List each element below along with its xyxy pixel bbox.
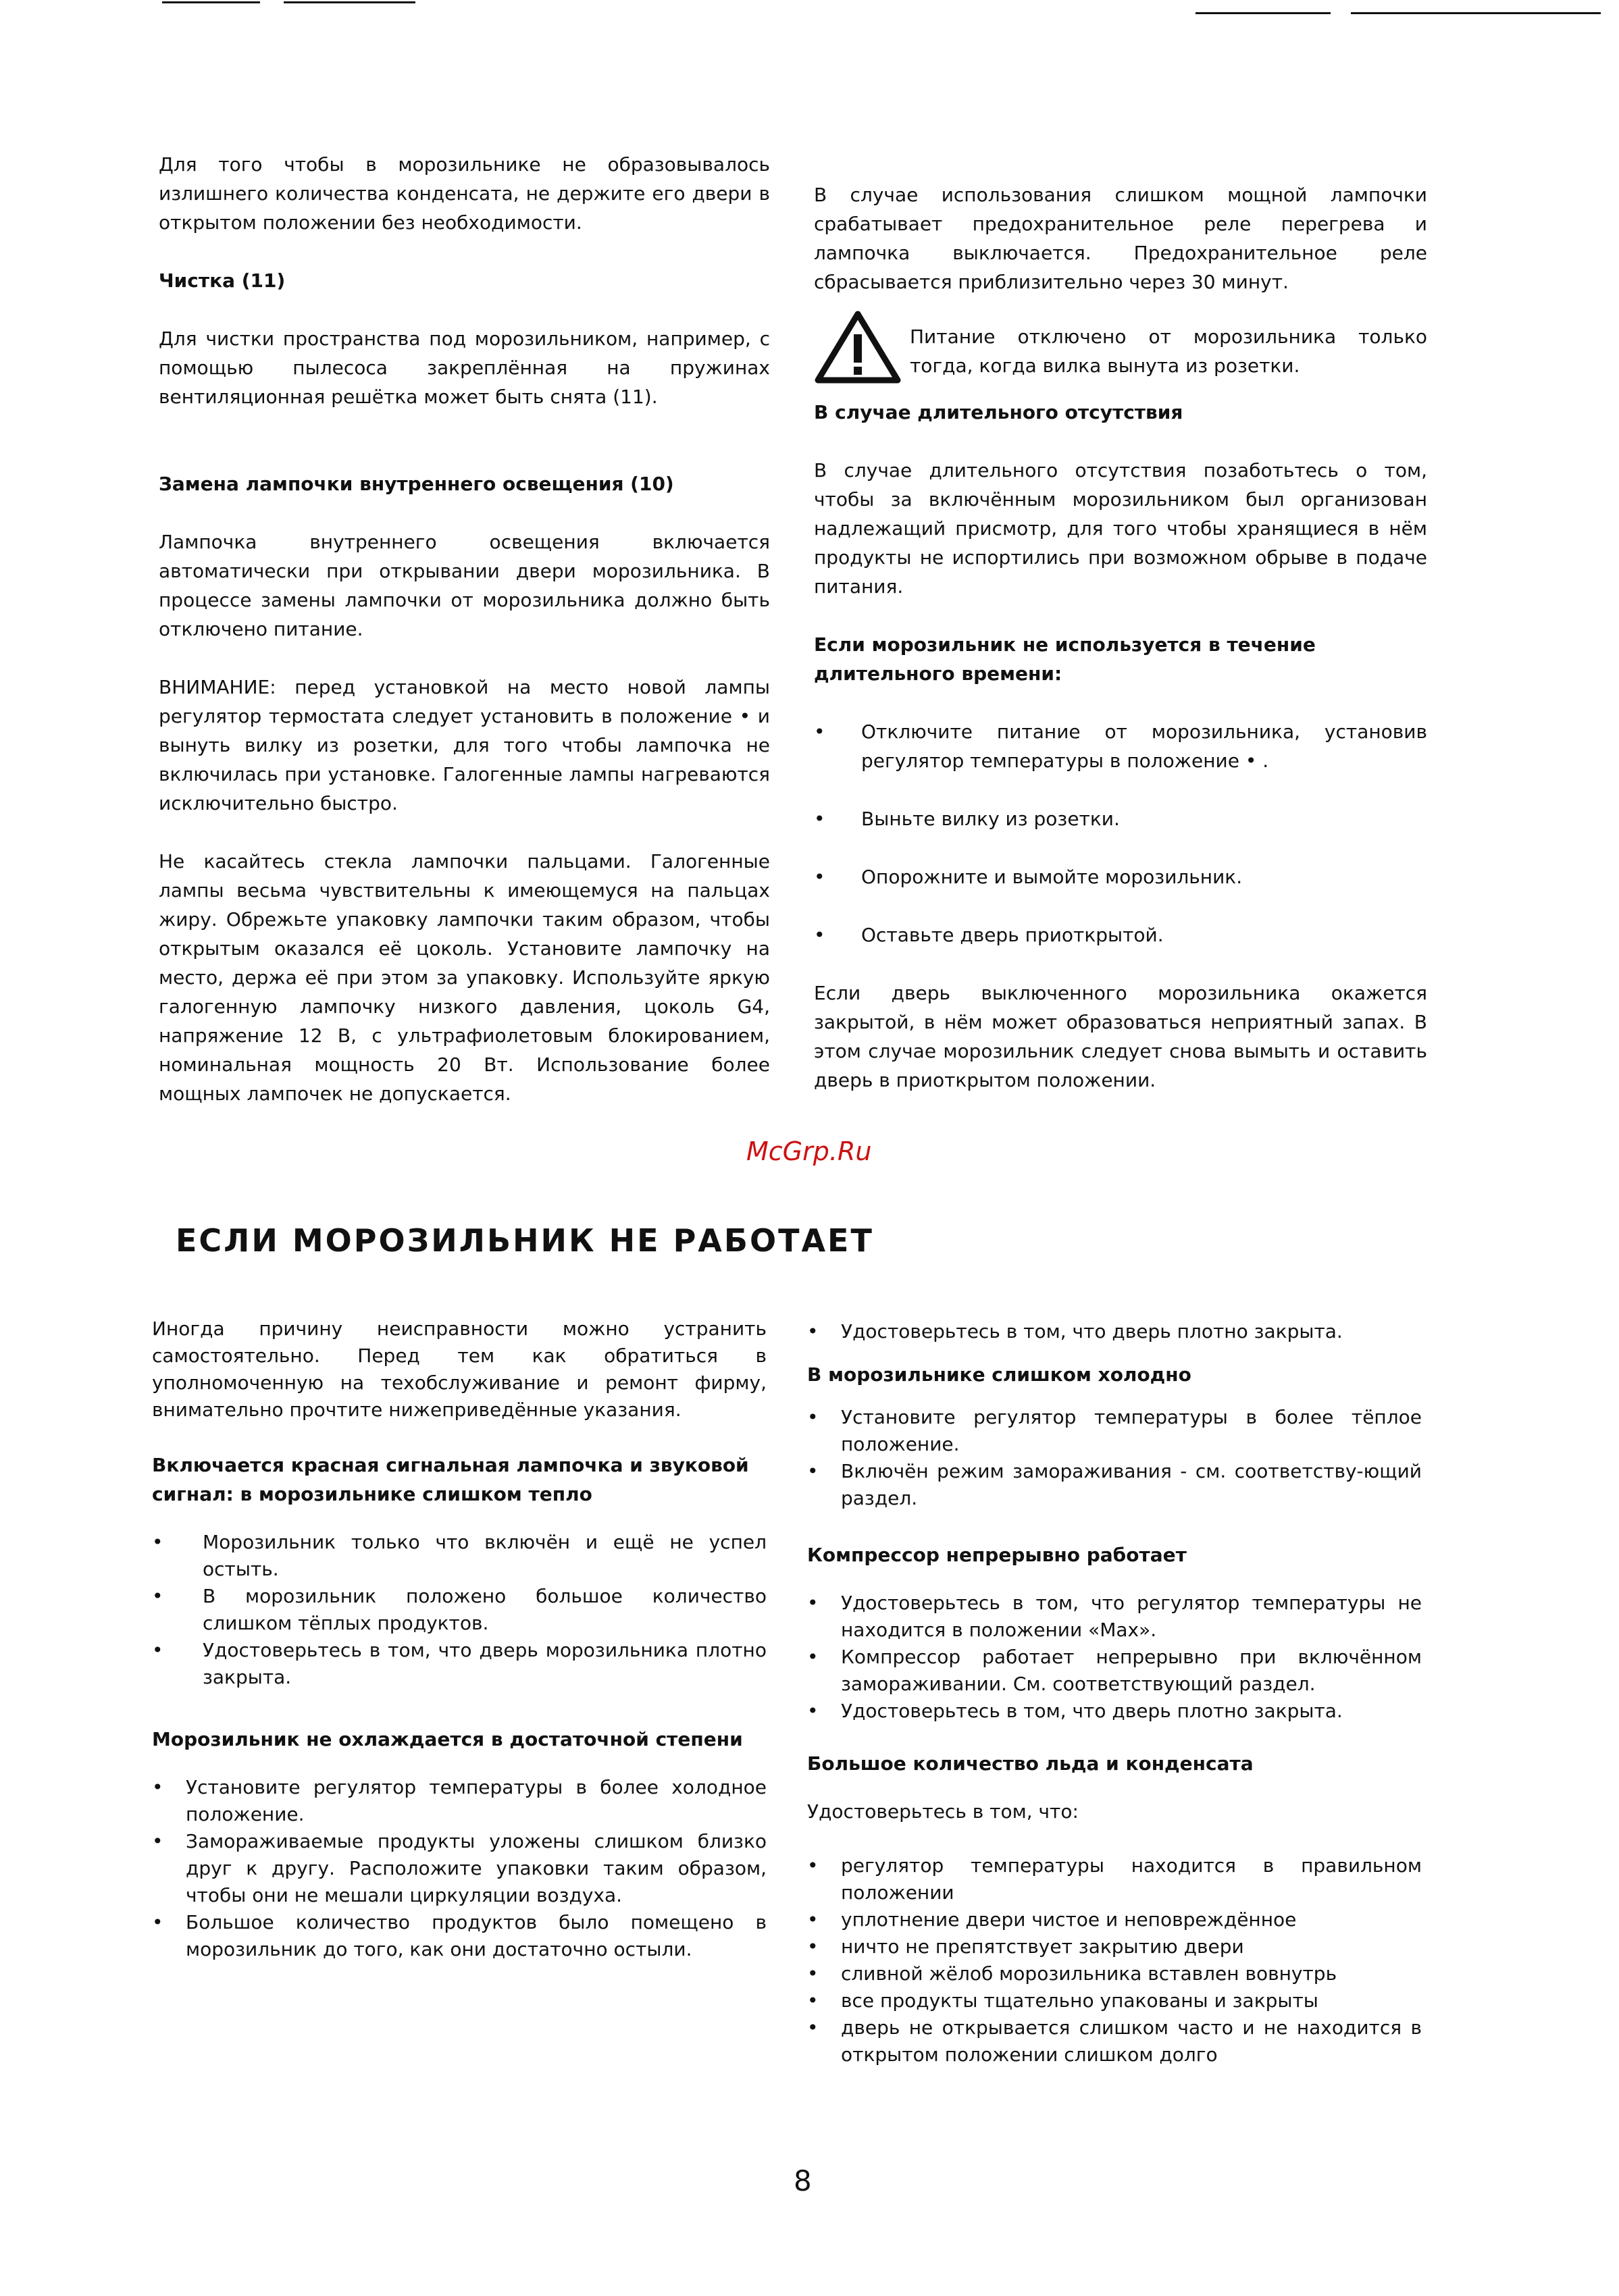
cold-list-item: • Включён режим замораживания - см. соответству-ющий раздел.	[807, 1458, 1422, 1512]
lamp-paragraph-1: Лампочка внутреннего освещения включается автоматически при открывании двери морозильника. В процессе замены лампочки от морозильника должно быть отключено питание.	[159, 531, 770, 640]
ice-list-item: • ничто не препятствует закрытию двери	[807, 1933, 1422, 1960]
ice-list-item: • регулятор температуры находится в правильном положении	[807, 1852, 1422, 1906]
bullet: •	[814, 808, 825, 830]
warning-triangle-icon	[814, 310, 902, 384]
lamp-heading: Замена лампочки внутреннего освещения (10)	[159, 473, 674, 495]
absence-heading: В случае длительного отсутствия	[814, 401, 1183, 423]
compressor-heading: Компрессор непрерывно работает	[807, 1544, 1187, 1566]
section-title: ЕСЛИ МОРОЗИЛЬНИК НЕ РАБОТАЕТ	[176, 1222, 874, 1259]
unused-list-item: • Выньте вилку из розетки.	[814, 804, 1427, 833]
bullet: •	[807, 1962, 819, 1985]
bullet: •	[807, 1406, 819, 1428]
bullet: •	[807, 1989, 819, 2012]
lamp-paragraph-3: Не касайтесь стекла лампочки пальцами. Галогенные лампы весьма чувствительны к имеющемуся на пальцах жиру. Обрежьте упаковку лампочки таким образом, чтобы открытым оказался её цоколь. Установите лампочку на место, держа её при этом за упаковку. Используйте яркую галогенную лампочку низкого давления, цоколь G4, напряжение 12 В, с ультрафиолетовым блокированием, номинальная мощность 20 Вт. Использование более мощных лампочек не допускается.	[159, 850, 770, 1105]
top-rule-left-2	[284, 1, 415, 3]
cold-heading: В морозильнике слишком холодно	[807, 1363, 1191, 1386]
bullet: •	[807, 1592, 819, 1614]
notcool-list-item: • Большое количество продуктов было помещено в морозильник до того, как они достаточно остыли.	[152, 1909, 767, 1963]
bullet: •	[152, 1585, 163, 1607]
ice-list-item: • дверь не открывается слишком часто и не находится в открытом положении слишком долго	[807, 2014, 1422, 2068]
top-rule-right	[1196, 12, 1331, 14]
bullet: •	[152, 1830, 163, 1852]
warm-list-item: • Морозильник только что включён и ещё не успел остыть.	[152, 1529, 767, 1583]
cleaning-heading: Чистка (11)	[159, 269, 286, 292]
top-right-column	[814, 180, 1427, 1095]
notcool-list-item: • Замораживаемые продукты уложены слишком близко друг к другу. Расположите упаковки таким образом, чтобы они не мешали циркуляции воздуха.	[152, 1828, 767, 1909]
cold-list-item: • Установите регулятор температуры в более тёплое положение.	[807, 1404, 1422, 1458]
bullet: •	[807, 2016, 819, 2039]
warm-list-item: • В морозильник положено большое количество слишком тёплых продуктов.	[152, 1583, 767, 1637]
bullet: •	[807, 1646, 819, 1668]
bullet: •	[814, 866, 825, 888]
top-rule-right-2	[1351, 12, 1601, 14]
absence-paragraph: В случае длительного отсутствия позаботьтесь о том, чтобы за включённым морозильником был организован надлежащий присмотр, для того чтобы хранящиеся в нём продукты не испортились при возможном обрыве в подаче питания.	[814, 459, 1427, 598]
bullet: •	[152, 1639, 163, 1661]
warm-list-item: • Удостоверьтесь в том, что дверь морозильника плотно закрыта.	[152, 1637, 767, 1691]
compressor-list-item: • Компрессор работает непрерывно при включённом замораживании. См. соответствующий раздел.	[807, 1644, 1422, 1698]
bullet: •	[807, 1460, 819, 1482]
lamp-paragraph-2: ВНИМАНИЕ: перед установкой на место новой лампы регулятор термостата следует установить в положение • и вынуть вилку из розетки, для того чтобы лампочка не включилась при установке. Галогенные лампы нагреваются исключительно быстро.	[159, 676, 770, 814]
compressor-list-item: • Удостоверьтесь в том, что дверь плотно закрыта.	[807, 1698, 1422, 1725]
compressor-list-item: • Удостоверьтесь в том, что регулятор температуры не находится в положении «Max».	[807, 1590, 1422, 1644]
warning-block	[814, 310, 1427, 384]
ice-list-item: • все продукты тщательно упакованы и закрыты	[807, 1987, 1422, 2014]
bullet: •	[807, 1908, 819, 1931]
unused-list-item: • Опорожните и вымойте морозильник.	[814, 862, 1427, 891]
ice-list-item: • сливной жёлоб морозильника вставлен вовнутрь	[807, 1960, 1422, 1987]
top-left-column	[159, 150, 770, 1108]
bottom-right-column	[807, 1318, 1422, 2068]
relay-paragraph: В случае использования слишком мощной лампочки срабатывает предохранительное реле перегрева и лампочка выключается. Предохранительное реле сбрасывается приблизительно через 30 минут.	[814, 184, 1427, 293]
unused-heading: Если морозильник не используется в течение длительного времени:	[814, 633, 1316, 685]
intro-paragraph: Иногда причину неисправности можно устранить самостоятельно. Перед тем как обратиться в уполномоченную на техобслуживание и ремонт фирму, внимательно прочтите нижеприведённые указания.	[152, 1317, 767, 1421]
ice-paragraph: Удостоверьтесь в том, что:	[807, 1800, 1079, 1823]
page-number: 8	[794, 2164, 812, 2197]
door-list-item: • Удостоверьтесь в том, что дверь плотно закрыта.	[807, 1318, 1422, 1345]
bullet: •	[814, 924, 825, 946]
smell-paragraph: Если дверь выключенного морозильника окажется закрытой, в нём может образоваться неприятный запах. В этом случае морозильник следует снова вымыть и оставить дверь в приоткрытом положении.	[814, 982, 1427, 1091]
ice-heading: Большое количество льда и конденсата	[807, 1752, 1254, 1775]
condensate-paragraph: Для того чтобы в морозильнике не образовывалось излишнего количества конденсата, не держите его двери в открытом положении без необходимости.	[159, 153, 770, 234]
ice-list-item: • уплотнение двери чистое и неповреждённое	[807, 1906, 1422, 1933]
top-rule-left	[162, 1, 260, 3]
bullet: •	[807, 1320, 819, 1342]
bullet: •	[807, 1935, 819, 1958]
bullet: •	[152, 1911, 163, 1933]
bullet: •	[807, 1700, 819, 1722]
cleaning-paragraph: Для чистки пространства под морозильником, например, с помощью пылесоса закреплённая на пружинах вентиляционная решётка может быть снята (11).	[159, 328, 770, 408]
bullet: •	[152, 1531, 163, 1553]
warm-heading: Включается красная сигнальная лампочка и звуковой сигнал: в морозильнике слишком тепло	[152, 1454, 749, 1505]
bottom-left-column	[152, 1315, 767, 1963]
unused-list-item: • Оставьте дверь приоткрытой.	[814, 920, 1427, 949]
notcool-heading: Морозильник не охлаждается в достаточной степени	[152, 1728, 743, 1750]
bullet: •	[152, 1776, 163, 1798]
notcool-list-item: • Установите регулятор температуры в более холодное положение.	[152, 1774, 767, 1828]
unused-list-item: • Отключите питание от морозильника, установив регулятор температуры в положение • .	[814, 717, 1427, 775]
bullet: •	[807, 1854, 819, 1877]
warning-text: Питание отключено от морозильника только тогда, когда вилка вынута из розетки.	[910, 325, 1427, 377]
bullet: •	[814, 721, 825, 743]
watermark: McGrp.Ru	[746, 1137, 872, 1166]
